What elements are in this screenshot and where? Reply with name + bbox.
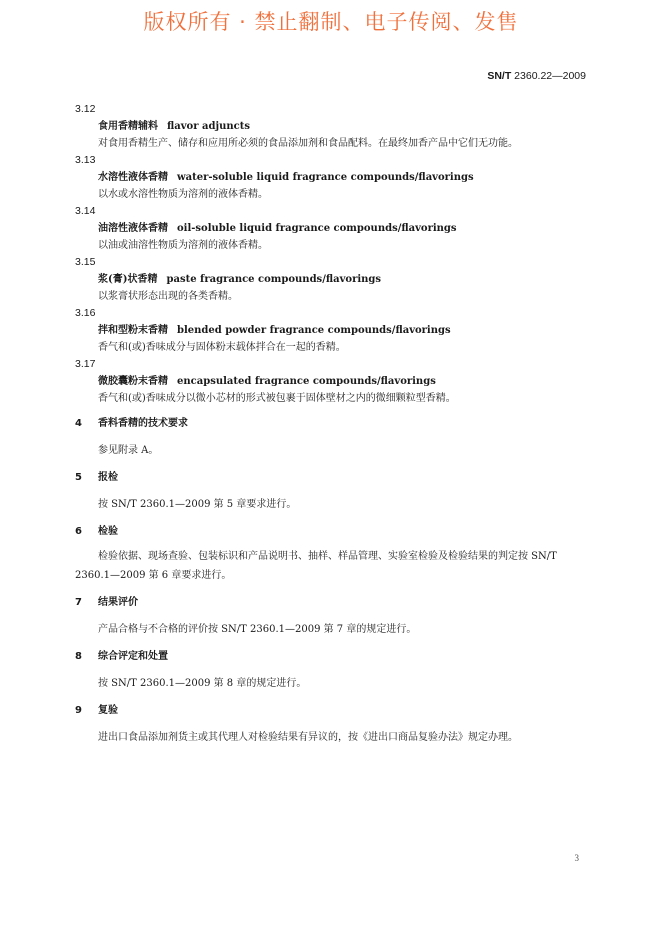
term-name-zh: 水溶性液体香精	[98, 172, 168, 183]
section-title: 检验	[98, 526, 118, 537]
term-definition: 对食用香精生产、储存和应用所必须的食品添加剂和食品配料。在最终加香产品中它们无功能。	[98, 138, 518, 149]
section-8	[75, 648, 587, 693]
section-5	[75, 469, 587, 514]
section-number: 4	[75, 418, 82, 429]
section-number: 5	[75, 472, 82, 483]
section-title: 复验	[98, 705, 118, 716]
term-number: 3.14	[75, 205, 96, 217]
term-name-zh: 食用香精辅料	[98, 121, 158, 132]
section-heading	[75, 648, 587, 665]
term-name-zh: 拌和型粉末香精	[98, 325, 168, 336]
term-definition: 香气和(或)香味成分以微小芯材的形式被包裹于固体壁材之内的微细颗粒型香精。	[98, 393, 456, 404]
section-title: 综合评定和处置	[98, 651, 168, 662]
term-number: 3.16	[75, 307, 96, 319]
section-body: 按 SN/T 2360.1—2009 第 8 章的规定进行。	[98, 678, 307, 689]
term-name-en: oil-soluble liquid fragrance compounds/flavorings	[177, 223, 457, 234]
section-title: 香料香精的技术要求	[98, 418, 188, 429]
section-6	[75, 523, 587, 585]
term-name	[75, 322, 587, 339]
section-body: 进出口食品添加剂货主或其代理人对检验结果有异议的，按《进出口商品复验办法》规定办理。	[98, 732, 518, 743]
term-number: 3.13	[75, 154, 96, 166]
term-name-en: encapsulated fragrance compounds/flavorings	[177, 376, 436, 387]
term-number: 3.15	[75, 256, 96, 268]
term-name	[75, 118, 587, 135]
term-definition: 以浆膏状形态出现的各类香精。	[98, 291, 238, 302]
term-name	[75, 220, 587, 237]
section-title: 结果评价	[98, 597, 138, 608]
section-body: 检验依据、现场查验、包装标识和产品说明书、抽样、样品管理、实验室检验及检验结果的判定按 SN/T 2360.1—2009 第 6 章要求进行。	[75, 551, 557, 581]
standard-prefix: SN/T	[487, 70, 515, 82]
term-number: 3.12	[75, 103, 96, 115]
term-definition: 以水或水溶性物质为溶剂的液体香精。	[98, 189, 268, 200]
term-name-en: blended powder fragrance compounds/flavorings	[177, 325, 451, 336]
term-name-en: flavor adjuncts	[167, 121, 250, 132]
section-heading	[75, 702, 587, 719]
section-number: 9	[75, 705, 82, 716]
document-body	[75, 101, 587, 747]
standard-number: 2360.22—2009	[514, 70, 586, 82]
term-name-en: water-soluble liquid fragrance compounds/flavorings	[177, 172, 474, 183]
section-number: 6	[75, 526, 82, 537]
section-number: 7	[75, 597, 82, 608]
term-name-zh: 油溶性液体香精	[98, 223, 168, 234]
section-body: 按 SN/T 2360.1—2009 第 5 章要求进行。	[98, 499, 297, 510]
term-3-17	[75, 356, 587, 407]
term-name	[75, 271, 587, 288]
term-3-15	[75, 254, 587, 305]
standard-code	[487, 70, 586, 82]
term-name	[75, 373, 587, 390]
section-body: 产品合格与不合格的评价按 SN/T 2360.1—2009 第 7 章的规定进行。	[98, 624, 417, 635]
section-9	[75, 702, 587, 747]
section-title: 报检	[98, 472, 118, 483]
section-heading	[75, 523, 587, 540]
term-name-zh: 浆(膏)状香精	[98, 274, 158, 285]
term-3-14	[75, 203, 587, 254]
term-definition: 以油或油溶性物质为溶剂的液体香精。	[98, 240, 268, 251]
term-3-12	[75, 101, 587, 152]
term-definition: 香气和(或)香味成分与固体粉末载体拌合在一起的香精。	[98, 342, 346, 353]
section-number: 8	[75, 651, 82, 662]
section-heading	[75, 469, 587, 486]
page-number: 3	[574, 853, 579, 863]
section-7	[75, 594, 587, 639]
section-heading	[75, 594, 587, 611]
term-name-en: paste fragrance compounds/flavorings	[166, 274, 382, 285]
section-heading	[75, 415, 587, 432]
term-3-16	[75, 305, 587, 356]
term-3-13	[75, 152, 587, 203]
term-name-zh: 微胶囊粉末香精	[98, 376, 168, 387]
term-number: 3.17	[75, 358, 96, 370]
section-4	[75, 415, 587, 460]
section-body: 参见附录 A。	[98, 445, 159, 456]
copyright-banner: 版权所有 · 禁止翻制、电子传阅、发售	[143, 10, 519, 34]
term-name	[75, 169, 587, 186]
